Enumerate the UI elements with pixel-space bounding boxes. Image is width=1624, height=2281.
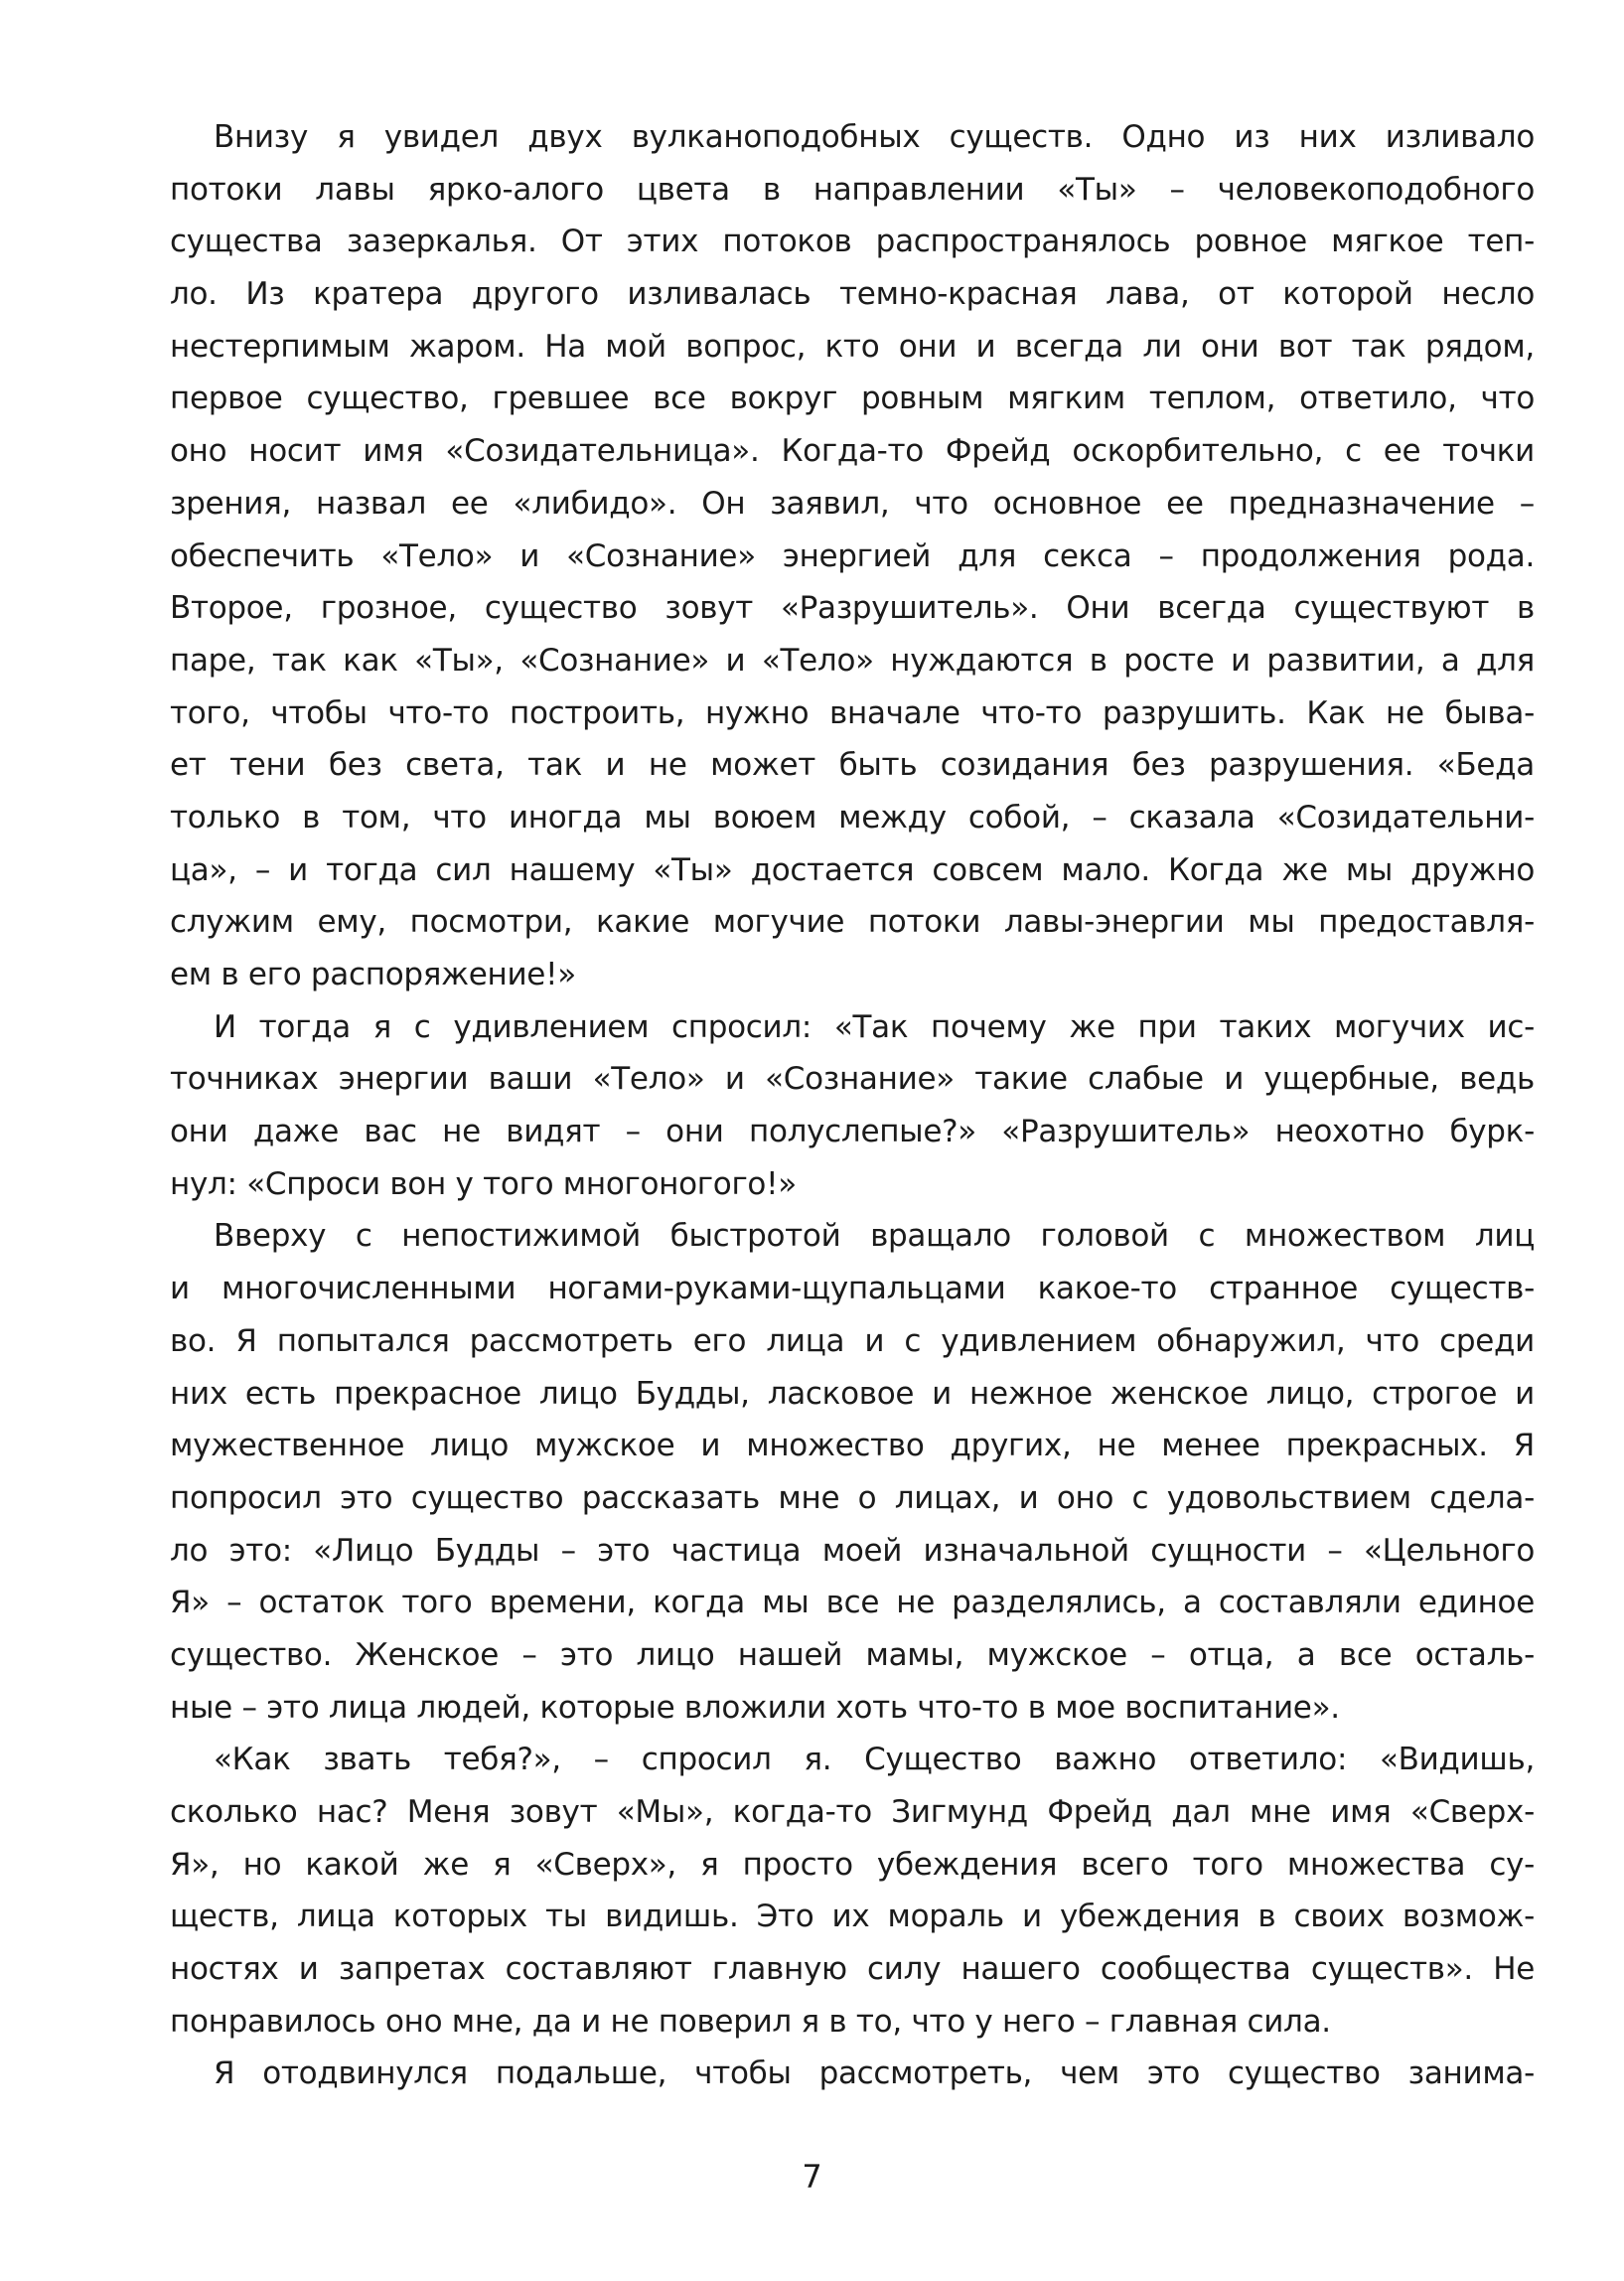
text-line: ца», – и тогда сил нашему «Ты» достается совсем мало. Когда же мы дружно [170, 851, 1535, 888]
text-line: И тогда я с удивлением спросил: «Так почему же при таких могучих ис- [214, 1008, 1535, 1045]
text-line: существо. Женское – это лицо нашей мамы, мужское – отца, а все осталь- [170, 1636, 1535, 1673]
text-line: ло. Из кратера другого изливалась темно-красная лава, от которой несло [170, 276, 1535, 313]
text-line: «Как звать тебя?», – спросил я. Существо важно ответило: «Видишь, [214, 1742, 1535, 1778]
text-line: Внизу я увидел двух вулканоподобных существ. Одно из них изливало [214, 119, 1535, 155]
paragraph [170, 2048, 1535, 2100]
paragraph [170, 1210, 1535, 1734]
text-line: они даже вас не видят – они полуслепые?» «Разрушитель» неохотно бурк- [170, 1114, 1535, 1150]
text-line: Я» – остаток того времени, когда мы все не разделялись, а составляли единое [170, 1585, 1535, 1621]
text-line: ные – это лица людей, которые вложили хоть что-то в мое воспитание». [170, 1689, 1340, 1726]
text-line: Второе, грозное, существо зовут «Разрушитель». Они всегда существуют в [170, 590, 1535, 627]
text-line: попросил это существо рассказать мне о лицах, и оно с удовольствием сдела- [170, 1479, 1535, 1516]
text-line: ностях и запретах составляют главную силу нашего сообщества существ». Не [170, 1951, 1535, 1988]
text-line: обеспечить «Тело» и «Сознание» энергией для секса – продолжения рода. [170, 537, 1535, 574]
text-line: зрения, назвал ее «либидо». Он заявил, что основное ее предназначение – [170, 485, 1535, 522]
text-line: точниках энергии ваши «Тело» и «Сознание» такие слабые и ущербные, ведь [170, 1061, 1535, 1098]
text-line: ществ, лица которых ты видишь. Это их мораль и убеждения в своих возмож- [170, 1899, 1535, 1935]
text-line: нул: «Спроси вон у того многоногого!» [170, 1165, 797, 1202]
text-line: существа зазеркалья. От этих потоков распространялось ровное мягкое теп- [170, 224, 1535, 260]
text-line: оно носит имя «Созидательница». Когда-то Фрейд оскорбительно, с ее точки [170, 433, 1535, 470]
text-line: понравилось оно мне, да и не поверил я в то, что у него – главная сила. [170, 2003, 1331, 2040]
text-line: них есть прекрасное лицо Будды, ласковое и нежное женское лицо, строгое и [170, 1375, 1535, 1412]
page-body-text [170, 111, 1535, 2100]
text-line: сколько нас? Меня зовут «Мы», когда-то Зигмунд Фрейд дал мне имя «Сверх- [170, 1794, 1535, 1830]
text-line: мужественное лицо мужское и множество других, не менее прекрасных. Я [170, 1428, 1535, 1464]
text-line: Вверху с непостижимой быстротой вращало головой с множеством лиц [214, 1218, 1535, 1255]
paragraph [170, 1734, 1535, 2048]
text-line: во. Я попытался рассмотреть его лица и с удивлением обнаружил, что среди [170, 1322, 1535, 1359]
paragraph [170, 1001, 1535, 1211]
text-line: только в том, что иногда мы воюем между собой, – сказала «Созидательни- [170, 799, 1535, 836]
paragraph [170, 111, 1535, 1001]
text-line: Я отодвинулся подальше, чтобы рассмотреть, чем это существо занима- [214, 2055, 1535, 2092]
text-line: служим ему, посмотри, какие могучие потоки лавы-энергии мы предоставля- [170, 904, 1535, 941]
text-line: ем в его распоряжение!» [170, 957, 576, 992]
text-line: того, чтобы что-то построить, нужно вначале что-то разрушить. Как не быва- [170, 694, 1535, 731]
text-line: первое существо, гревшее все вокруг ровным мягким теплом, ответило, что [170, 380, 1535, 417]
text-line: ет тени без света, так и не может быть созидания без разрушения. «Беда [170, 747, 1535, 784]
text-line: и многочисленными ногами-руками-щупальцами какое-то странное существ- [170, 1271, 1535, 1307]
text-line: нестерпимым жаром. На мой вопрос, кто они и всегда ли они вот так рядом, [170, 328, 1535, 365]
text-line: Я», но какой же я «Сверх», я просто убеждения всего того множества су- [170, 1846, 1535, 1883]
text-line: паре, так как «Ты», «Сознание» и «Тело» нуждаются в росте и развитии, а для [170, 642, 1535, 679]
page-number: 7 [802, 2158, 822, 2196]
text-line: потоки лавы ярко-алого цвета в направлении «Ты» – человекоподобного [170, 171, 1535, 208]
text-line: ло это: «Лицо Будды – это частица моей изначальной сущности – «Цельного [170, 1532, 1535, 1569]
